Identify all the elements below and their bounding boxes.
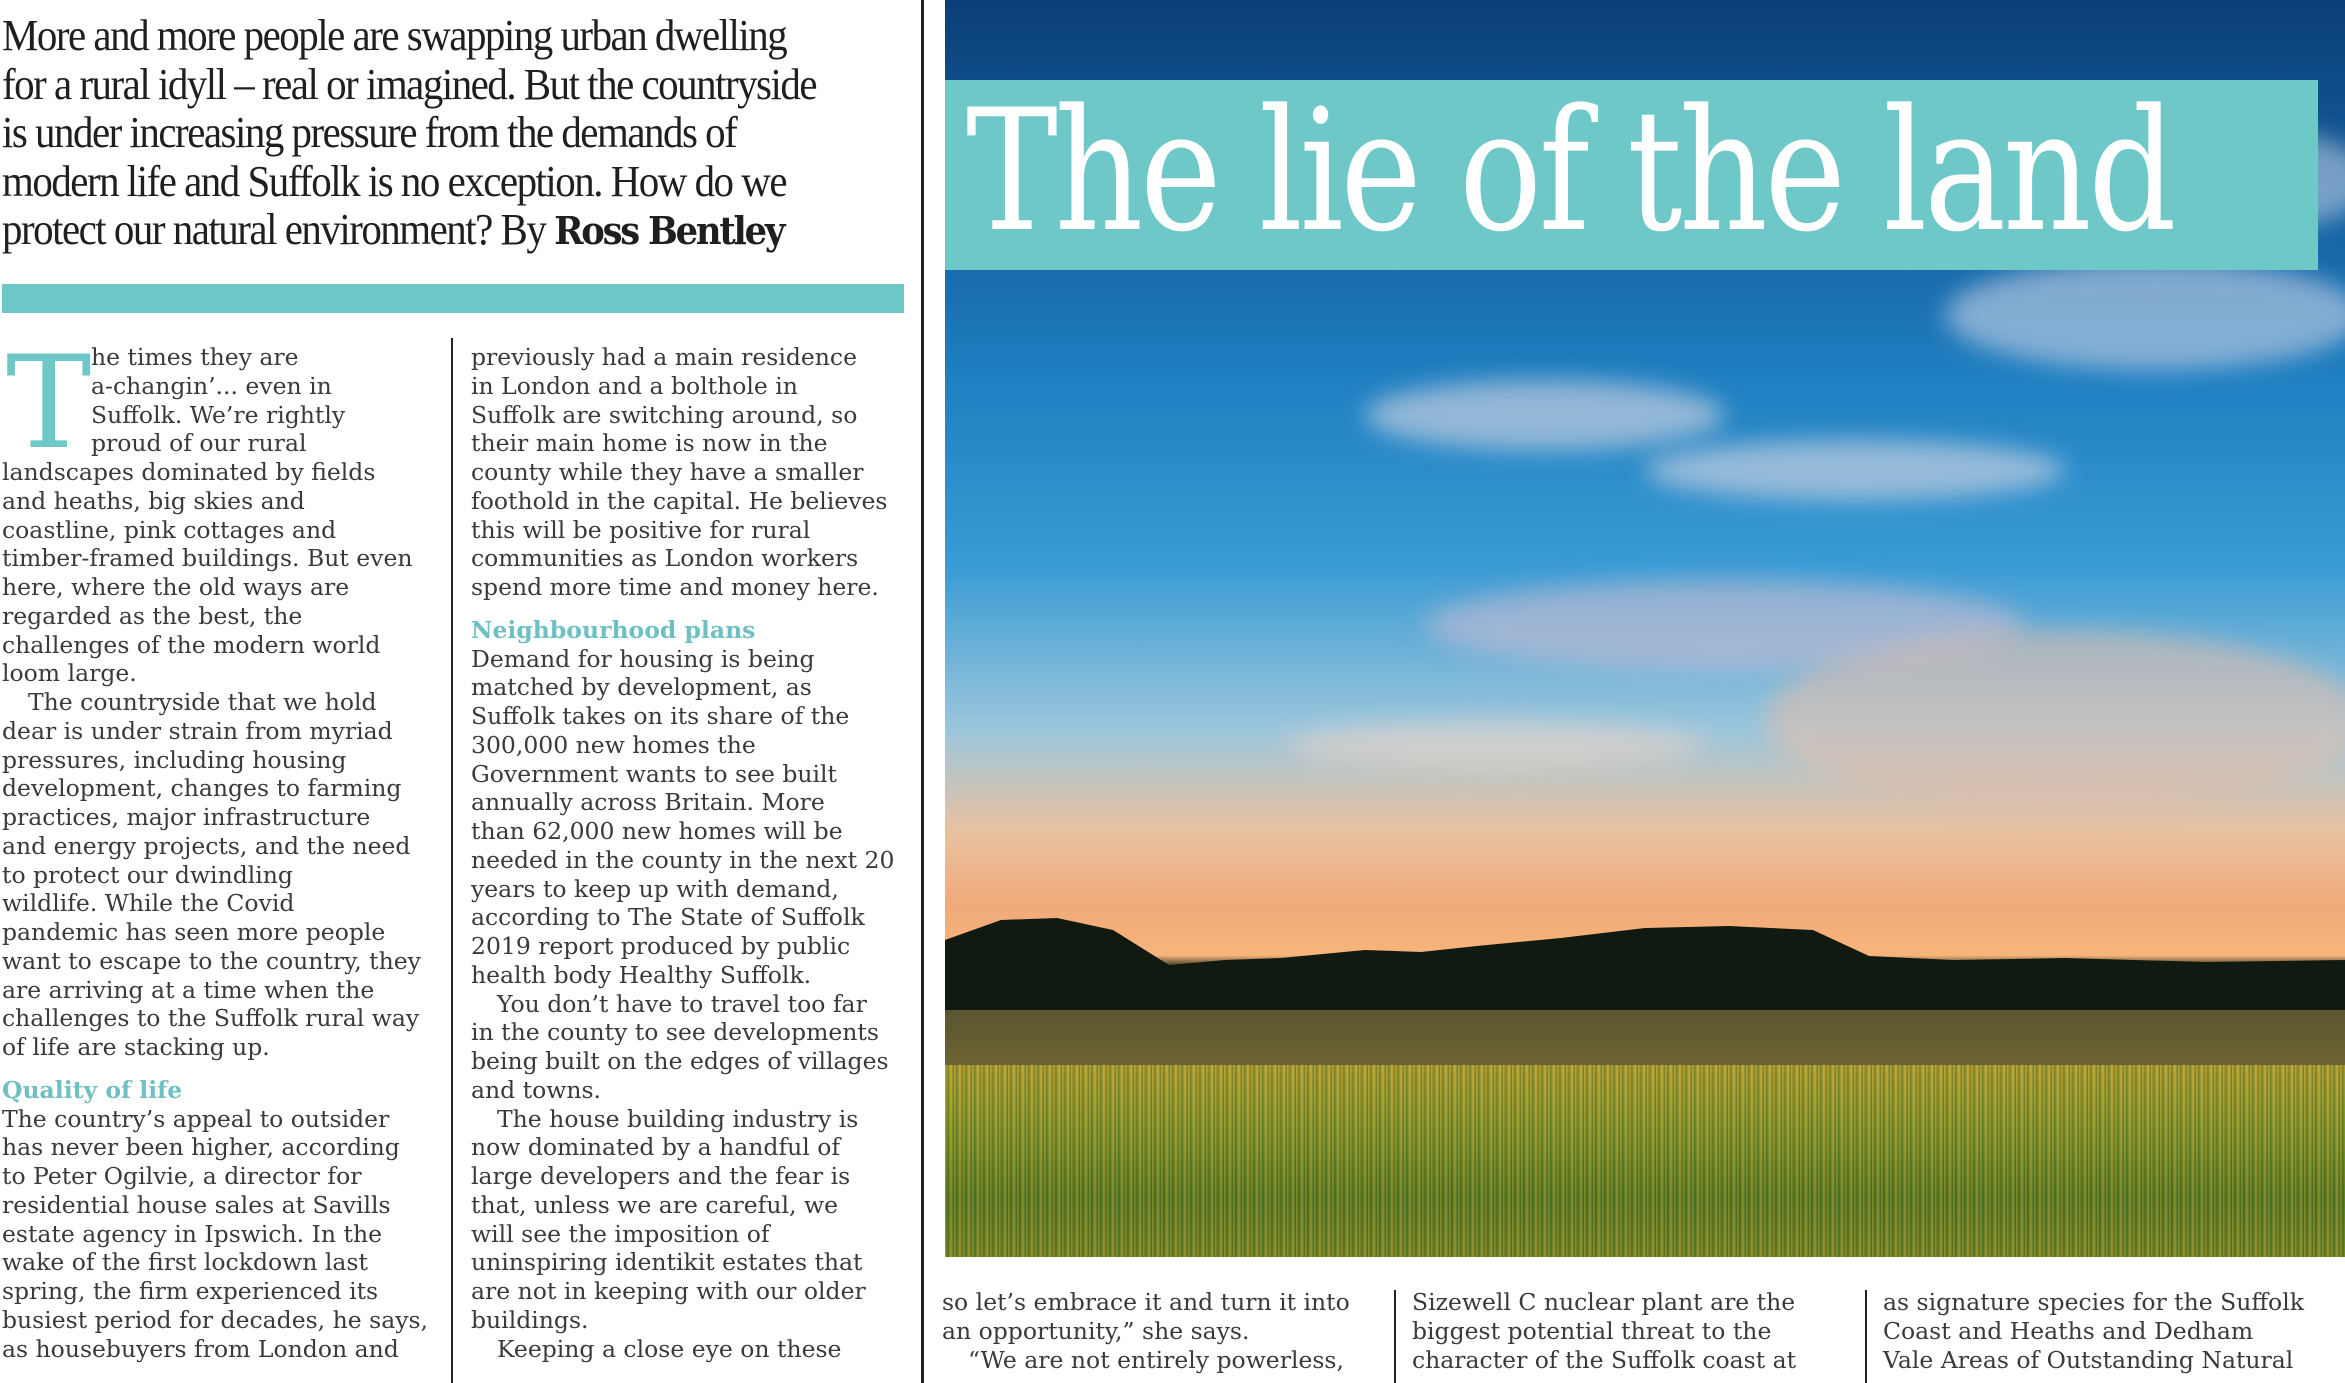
text-line: loom large. — [2, 659, 137, 688]
text-line: The countryside that we hold — [28, 688, 377, 716]
text-line: The house building industry is — [497, 1104, 859, 1133]
text-line: a-changin’... even in — [91, 371, 332, 400]
page-column-rule — [921, 0, 924, 1383]
text-line: regarded as the best, the — [2, 601, 303, 630]
headline: The lie of the land — [966, 73, 2174, 269]
text-line: Coast and Heaths and Dedham — [1883, 1316, 2254, 1345]
text-line: wildlife. While the Covid — [2, 889, 295, 918]
subheading-quality-of-life: Quality of life — [2, 1075, 183, 1104]
text-line: this will be positive for rural — [471, 515, 811, 544]
text-line: character of the Suffolk coast at — [1412, 1345, 1797, 1374]
text-line: according to The State of Suffolk — [471, 903, 865, 932]
text-line: wake of the first lockdown last — [2, 1248, 368, 1277]
text-line: are arriving at a time when the — [2, 975, 375, 1004]
text-line: Suffolk are switching around, so — [471, 400, 858, 429]
text-line: development, changes to farming — [2, 774, 402, 803]
text-line: he times they are — [91, 343, 299, 371]
text-line: and heaths, big skies and — [2, 486, 305, 515]
text-line: pandemic has seen more people — [2, 918, 386, 946]
text-line: Suffolk takes on its share of the — [471, 702, 850, 730]
text-line: buildings. — [471, 1305, 589, 1334]
text-line: 300,000 new homes the — [471, 730, 756, 759]
text-line: years to keep up with demand, — [471, 874, 839, 903]
far-field — [945, 1010, 2345, 1070]
text-line: their main home is now in the — [471, 429, 828, 458]
cloud-shape — [1765, 630, 2345, 810]
cloud-shape — [1365, 380, 1725, 450]
text-line: and towns. — [471, 1075, 602, 1104]
text-line: dear is under strain from myriad — [2, 716, 393, 745]
text-line: Government wants to see built — [471, 759, 838, 788]
text-line: matched by development, as — [471, 673, 812, 702]
text-line: previously had a main residence — [471, 343, 858, 371]
teal-divider-bar — [2, 284, 904, 313]
text-line: want to escape to the country, they — [2, 946, 421, 975]
text-line: 2019 report produced by public — [471, 932, 851, 960]
treeline-silhouette — [945, 910, 2345, 1010]
paragraph-gap — [2, 1062, 442, 1076]
cloud-shape — [1285, 720, 1705, 770]
text-line: spend more time and money here. — [471, 573, 879, 601]
text-line: foothold in the capital. He believes — [471, 486, 888, 515]
text-line: biggest potential threat to the — [1412, 1316, 1772, 1345]
text-line: Sizewell C nuclear plant are the — [1412, 1288, 1796, 1316]
column-rule — [1865, 1290, 1867, 1383]
text-line: Keeping a close eye on these — [497, 1334, 842, 1363]
text-line: will see the imposition of — [471, 1219, 770, 1248]
column-rule — [451, 338, 453, 1383]
text-line: than 62,000 new homes will be — [471, 817, 843, 845]
text-line: of life are stacking up. — [2, 1033, 270, 1061]
text-line: residential house sales at Savills — [2, 1190, 391, 1219]
text-line: Suffolk. We’re rightly — [91, 400, 346, 429]
text-line: annually across Britain. More — [471, 788, 825, 817]
text-line: here, where the old ways are — [2, 573, 350, 601]
text-line: communities as London workers — [471, 544, 859, 573]
text-line: are not in keeping with our older — [471, 1277, 866, 1305]
standfirst — [2, 12, 839, 256]
text-line: challenges of the modern world — [2, 630, 381, 659]
text-line: that, unless we are careful, we — [471, 1190, 838, 1219]
text-line: spring, the firm experienced its — [2, 1277, 379, 1305]
text-line: coastline, pink cottages and — [2, 515, 337, 544]
article-column-1 — [2, 329, 442, 1363]
wheat-field — [945, 1065, 2345, 1257]
text-line: county while they have a smaller — [471, 458, 864, 486]
cloud-shape — [1945, 260, 2345, 370]
bottom-column-2 — [1412, 1288, 1796, 1374]
text-line: being built on the edges of villages — [471, 1047, 889, 1075]
text-line: health body Healthy Suffolk. — [471, 960, 812, 989]
standfirst-line: protect our natural environment? By — [2, 205, 555, 254]
text-line: an opportunity,” she says. — [942, 1316, 1250, 1345]
standfirst-line: for a rural idyll – real or imagined. But the countryside — [2, 59, 817, 109]
text-line: so let’s embrace it and turn it into — [942, 1288, 1350, 1316]
subheading-neighbourhood-plans: Neighbourhood plans — [471, 615, 756, 644]
text-line: has never been higher, according — [2, 1133, 400, 1162]
text-line: pressures, including housing — [2, 745, 347, 774]
text-line: practices, major infrastructure — [2, 803, 371, 831]
paragraph-gap — [471, 602, 911, 616]
text-line: to protect our dwindling — [2, 860, 293, 889]
text-line: Vale Areas of Outstanding Natural — [1883, 1345, 2294, 1374]
article-column-2 — [471, 343, 911, 1363]
text-line: large developers and the fear is — [471, 1162, 851, 1190]
standfirst-line: modern life and Suffolk is no exception. How do we — [2, 156, 787, 206]
standfirst-line-last — [2, 206, 839, 256]
text-line: estate agency in Ipswich. In the — [2, 1219, 382, 1248]
text-line: The country’s appeal to outsider — [2, 1104, 390, 1133]
cloud-shape — [1645, 440, 2065, 500]
text-line: busiest period for decades, he says, — [2, 1305, 429, 1334]
text-line: landscapes dominated by fields — [2, 458, 376, 486]
text-line: challenges to the Suffolk rural way — [2, 1004, 420, 1033]
text-line: in London and a bolthole in — [471, 371, 798, 400]
standfirst-line: is under increasing pressure from the demands of — [2, 108, 737, 157]
text-line: as signature species for the Suffolk — [1883, 1288, 2304, 1316]
standfirst-line: More and more people are swapping urban dwelling — [2, 11, 787, 60]
text-line: Demand for housing is being — [471, 644, 815, 673]
text-line: You don’t have to travel too far — [497, 989, 867, 1018]
text-line: in the county to see developments — [471, 1018, 879, 1047]
text-line: to Peter Ogilvie, a director for — [2, 1162, 362, 1190]
text-line: uninspiring identikit estates that — [471, 1248, 863, 1277]
text-line: as housebuyers from London and — [2, 1334, 399, 1363]
text-line: timber-framed buildings. But even — [2, 544, 413, 573]
drop-cap: T — [6, 329, 92, 478]
bottom-column-3 — [1883, 1288, 2304, 1374]
bottom-column-1 — [942, 1288, 1350, 1374]
text-line: needed in the county in the next 20 — [471, 845, 895, 874]
text-line: and energy projects, and the need — [2, 831, 411, 860]
byline: Ross Bentley — [554, 208, 784, 253]
text-line: proud of our rural — [91, 429, 307, 458]
text-line: now dominated by a handful of — [471, 1133, 841, 1162]
text-line: “We are not entirely powerless, — [968, 1345, 1344, 1374]
column-rule — [1394, 1290, 1396, 1383]
